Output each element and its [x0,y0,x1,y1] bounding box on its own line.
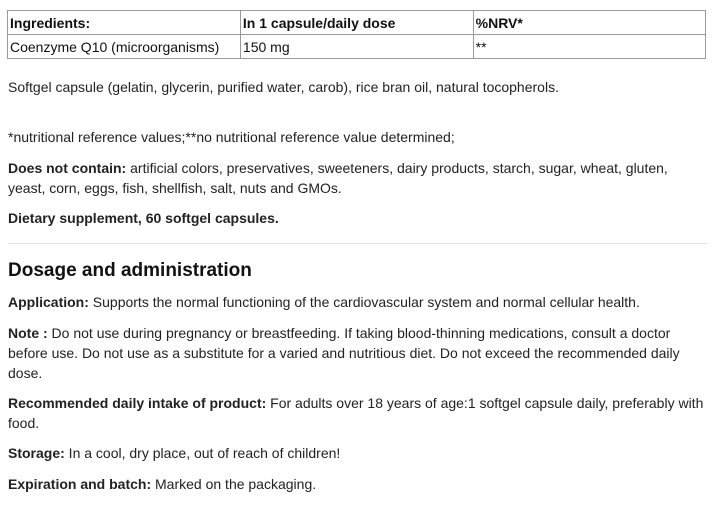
header-nrv: %NRV* [473,11,705,35]
header-ingredients: Ingredients: [8,11,241,35]
storage-text: In a cool, dry place, out of reach of children! [64,445,341,461]
application-label: Application: [8,294,89,310]
note-text: Do not use during pregnancy or breastfeeding. If taking blood-thinning medications, consult a doctor before use. Do not use as a substitute for a varied and nutritious diet. Do not exceed the recommended daily dose. [8,325,680,381]
expiration-paragraph [8,474,708,494]
note-paragraph [8,323,708,383]
cell-ingredient-dose: 150 mg [240,35,473,59]
header-dose: In 1 capsule/daily dose [240,11,473,35]
storage-paragraph [8,443,708,463]
supplement-text [8,208,708,228]
does-not-contain-label: Does not contain: [8,160,127,176]
expiration-text: Marked on the packaging. [151,476,317,492]
dosage-heading: Dosage and administration [8,260,252,281]
footnote-text: *nutritional reference values;**no nutritional reference value determined; [8,129,455,145]
expiration-label: Expiration and batch: [8,476,152,492]
intake-label: Recommended daily intake of product: [8,395,267,411]
does-not-contain [8,158,708,198]
ingredients-table [7,10,706,59]
application-text: Supports the normal functioning of the cardiovascular system and normal cellular health. [88,294,640,310]
section-divider [8,243,707,244]
supplement-label: Dietary supplement, 60 softgel capsules. [8,210,279,226]
does-not-contain-text: artificial colors, preservatives, sweeteners, dairy products, starch, sugar, wheat, gluten, yeast, corn, eggs, fish, shellfish, salt, nuts and GMOs. [8,160,668,196]
composition-text: Softgel capsule (gelatin, glycerin, purified water, carob), rice bran oil, natural tocopherols. [8,79,559,95]
storage-label: Storage: [8,445,65,461]
table-row [8,35,706,59]
intake-paragraph [8,393,708,433]
table-header-row [8,11,706,35]
intake-text: For adults over 18 years of age:1 softgel capsule daily, preferably with food. [8,395,704,431]
note-label: Note : [8,325,48,341]
cell-ingredient-name: Coenzyme Q10 (microorganisms) [8,35,241,59]
cell-ingredient-nrv: ** [473,35,705,59]
application-paragraph [8,292,708,312]
